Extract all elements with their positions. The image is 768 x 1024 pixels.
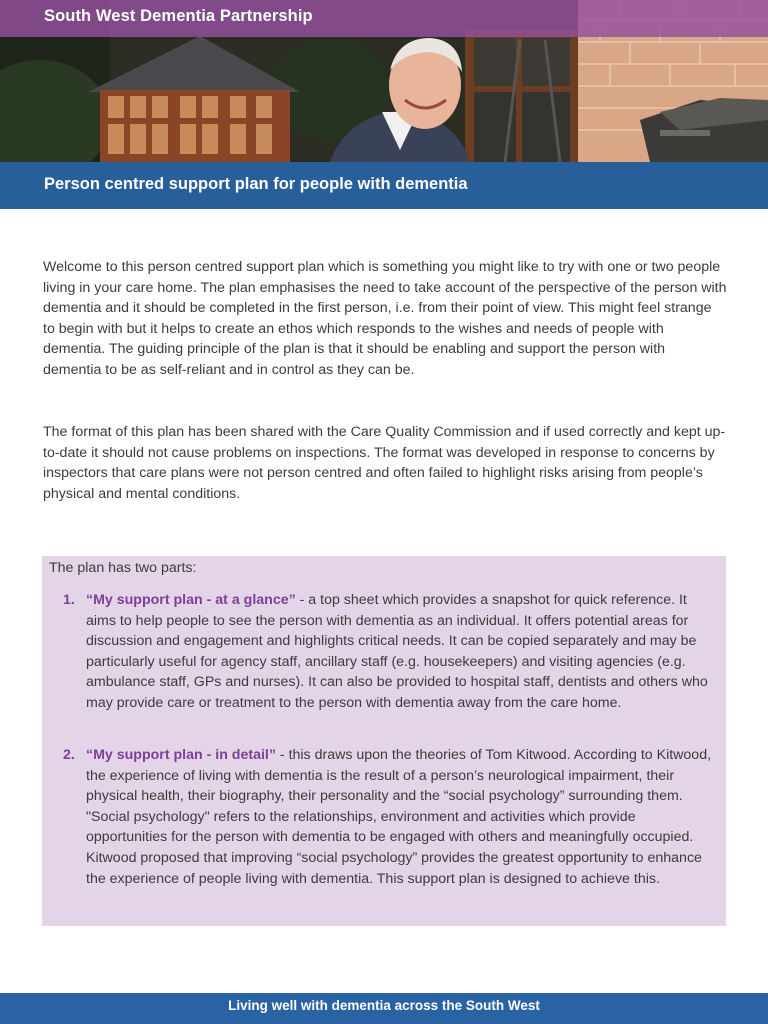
intro-paragraph-1: Welcome to this person centred support plan which is something you might like to try with one or two people living in your care home. The plan emphasises the need to take account of the perspective of the person with dementia and it should be completed in the first person, i.e. from their point of view. This might feel strange to begin with but it helps to create an ethos which responds to the wishes and needs of people with dementia. The guiding principle of the plan is that it should be enabling and support the person with dementia to be as self-reliant and in control as they can be. [43, 259, 727, 378]
plan-item-number: 2. [63, 747, 75, 763]
plan-item-description: - this draws upon the theories of Tom Kitwood. According to Kitwood, the experience of living with dementia is the result of a person’s neurological impairment, their physical health, their biography, their personality and the “social psychology” surrounding them. "Social psychology" refers to the relationships, environment and activities which provide opportunities for the person with dementia to be engaged with others and meaningfully occupied. Kitwood proposed that improving “social psychology” provides the greatest opportunity to enhance the experience of people living with dementia. This support plan is designed to achieve this. [86, 747, 712, 887]
footer-band [0, 993, 768, 1024]
document-title: Person centred support plan for people with dementia [44, 175, 468, 193]
hero-photo [0, 0, 768, 209]
plan-item-title: “My support plan - in detail” [86, 747, 276, 763]
intro-paragraph-2: The format of this plan has been shared with the Care Quality Commission and if used correctly and kept up-to-date it should not cause problems on inspections. The format was developed in response to concerns by inspectors that care plans were not person centred and often failed to highlight risks arising from people’s physical and mental conditions. [43, 424, 726, 502]
plan-item-description: - a top sheet which provides a snapshot for quick reference. It aims to help people to see the person with dementia as an individual. It offers potential areas for discussion and engagement and highlights critical needs. It can be copied separately and may be particularly useful for agency staff, ancillary staff (e.g. housekeepers) and visiting agencies (e.g. ambulance staff, GPs and nurses). It can also be provided to hospital staff, dentists and others who may provide care or treatment to the person with dementia away from the care home. [86, 592, 708, 711]
plan-item-title: “My support plan - at a glance” [86, 592, 296, 608]
footer-tagline: Living well with dementia across the South West [228, 998, 540, 1013]
plan-intro: The plan has two parts: [49, 560, 197, 576]
title-band [0, 162, 768, 209]
org-banner [0, 0, 768, 37]
plan-item-at-a-glance [63, 590, 718, 714]
plan-item-in-detail [63, 745, 718, 889]
org-name: South West Dementia Partnership [44, 7, 313, 25]
plan-parts-box [42, 556, 726, 926]
plan-item-number: 1. [63, 592, 75, 608]
